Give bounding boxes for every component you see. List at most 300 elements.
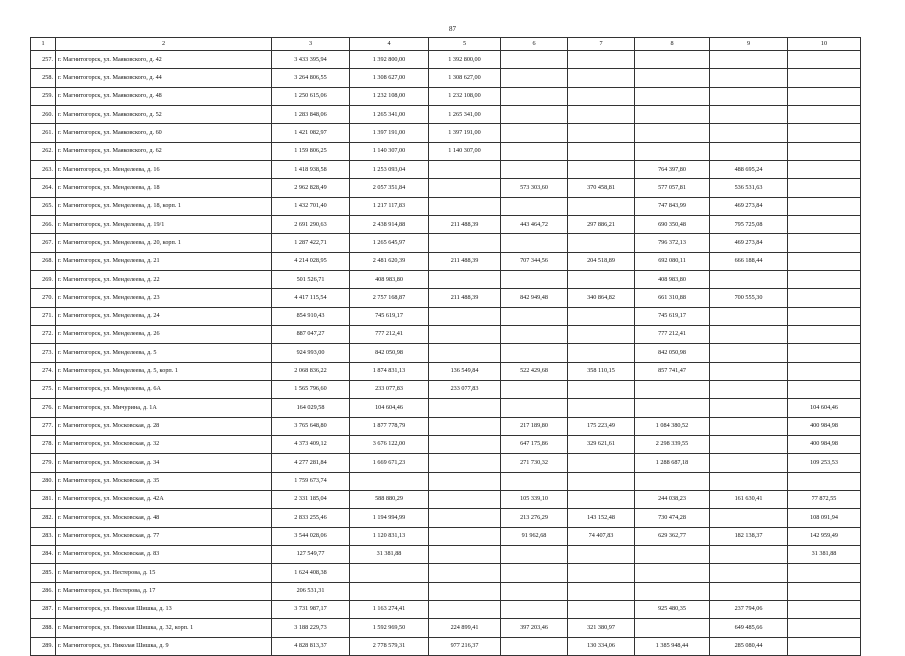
address-cell: г. Магнитогорск, ул. Николая Шишка, д. 9	[56, 637, 272, 655]
amount-cell	[568, 325, 635, 343]
amount-cell	[635, 582, 710, 600]
amount-cell: 2 481 620,39	[350, 252, 429, 270]
amount-cell	[788, 619, 861, 637]
amount-cell: 488 695,24	[710, 160, 788, 178]
amount-cell	[710, 87, 788, 105]
amount-cell	[710, 270, 788, 288]
amount-cell	[501, 51, 568, 69]
table-row	[31, 454, 861, 472]
address-cell: г. Магнитогорск, ул. Менделеева, д. 5	[56, 344, 272, 362]
table-row	[31, 564, 861, 582]
amount-cell	[501, 234, 568, 252]
amount-cell	[429, 160, 501, 178]
amount-cell	[429, 344, 501, 362]
amount-cell	[429, 270, 501, 288]
column-header: 9	[710, 38, 788, 51]
row-number: 275.	[31, 380, 56, 398]
amount-cell: 469 273,84	[710, 234, 788, 252]
address-cell: г. Магнитогорск, ул. Менделеева, д. 5, корп. 1	[56, 362, 272, 380]
table-row	[31, 619, 861, 637]
amount-cell: 1 232 108,00	[350, 87, 429, 105]
address-cell: г. Магнитогорск, ул. Московская, д. 42А	[56, 490, 272, 508]
amount-cell	[710, 582, 788, 600]
address-cell: г. Магнитогорск, ул. Менделеева, д. 26	[56, 325, 272, 343]
address-cell: г. Магнитогорск, ул. Маяковского, д. 48	[56, 87, 272, 105]
table-row	[31, 435, 861, 453]
amount-cell	[568, 105, 635, 123]
row-number: 270.	[31, 289, 56, 307]
amount-cell	[788, 472, 861, 490]
amount-cell	[788, 51, 861, 69]
amount-cell	[501, 582, 568, 600]
amount-cell	[429, 454, 501, 472]
amount-cell: 661 310,88	[635, 289, 710, 307]
column-header: 2	[56, 38, 272, 51]
address-cell: г. Магнитогорск, ул. Нестерова, д. 15	[56, 564, 272, 582]
table-row	[31, 51, 861, 69]
amount-cell	[501, 472, 568, 490]
amount-cell: 1 232 108,00	[429, 87, 501, 105]
amount-cell: 2 757 168,87	[350, 289, 429, 307]
amount-cell: 1 392 800,00	[350, 51, 429, 69]
amount-cell: 745 619,17	[350, 307, 429, 325]
table-row	[31, 270, 861, 288]
address-cell: г. Магнитогорск, ул. Менделеева, д. 24	[56, 307, 272, 325]
row-number: 265.	[31, 197, 56, 215]
amount-cell: 3 433 395,94	[272, 51, 350, 69]
amount-cell	[501, 270, 568, 288]
amount-cell	[350, 582, 429, 600]
address-cell: г. Магнитогорск, ул. Московская, д. 77	[56, 527, 272, 545]
amount-cell: 108 091,94	[788, 509, 861, 527]
amount-cell	[788, 252, 861, 270]
amount-cell: 796 372,13	[635, 234, 710, 252]
amount-cell	[635, 69, 710, 87]
amount-cell: 271 730,32	[501, 454, 568, 472]
amount-cell: 1 140 307,00	[350, 142, 429, 160]
amount-cell: 1 877 778,79	[350, 417, 429, 435]
amount-cell: 443 464,72	[501, 215, 568, 233]
amount-cell: 745 619,17	[635, 307, 710, 325]
amount-cell	[710, 564, 788, 582]
column-header: 1	[31, 38, 56, 51]
amount-cell	[788, 600, 861, 618]
amount-cell: 1 421 082,97	[272, 124, 350, 142]
amount-cell	[788, 325, 861, 343]
amount-cell	[788, 69, 861, 87]
amount-cell: 501 526,71	[272, 270, 350, 288]
amount-cell: 4 277 281,84	[272, 454, 350, 472]
table-row	[31, 87, 861, 105]
table-row	[31, 215, 861, 233]
amount-cell	[710, 307, 788, 325]
amount-cell	[710, 142, 788, 160]
row-number: 269.	[31, 270, 56, 288]
amount-cell: 577 057,81	[635, 179, 710, 197]
address-cell: г. Магнитогорск, ул. Менделеева, д. 18, корп. 1	[56, 197, 272, 215]
column-header: 10	[788, 38, 861, 51]
amount-cell	[635, 619, 710, 637]
amount-cell: 1 159 806,25	[272, 142, 350, 160]
amount-cell: 143 152,48	[568, 509, 635, 527]
amount-cell	[788, 270, 861, 288]
row-number: 286.	[31, 582, 56, 600]
amount-cell: 211 488,39	[429, 289, 501, 307]
row-number: 277.	[31, 417, 56, 435]
row-number: 258.	[31, 69, 56, 87]
table-row	[31, 289, 861, 307]
amount-cell	[710, 362, 788, 380]
amount-cell	[635, 124, 710, 142]
amount-cell	[788, 307, 861, 325]
amount-cell: 164 029,58	[272, 399, 350, 417]
amount-cell: 4 417 115,54	[272, 289, 350, 307]
amount-cell: 2 057 351,84	[350, 179, 429, 197]
amount-cell	[788, 582, 861, 600]
row-number: 262.	[31, 142, 56, 160]
amount-cell	[429, 582, 501, 600]
address-cell: г. Магнитогорск, ул. Менделеева, д. 19/1	[56, 215, 272, 233]
amount-cell	[788, 215, 861, 233]
address-cell: г. Магнитогорск, ул. Московская, д. 34	[56, 454, 272, 472]
amount-cell	[568, 307, 635, 325]
amount-cell: 204 518,89	[568, 252, 635, 270]
table-row	[31, 582, 861, 600]
amount-cell	[501, 105, 568, 123]
amount-cell: 1 418 938,58	[272, 160, 350, 178]
amount-cell: 1 163 274,41	[350, 600, 429, 618]
amount-cell	[710, 417, 788, 435]
amount-cell	[429, 325, 501, 343]
amount-cell	[501, 344, 568, 362]
row-number: 268.	[31, 252, 56, 270]
amount-cell	[429, 197, 501, 215]
amount-cell: 2 438 914,88	[350, 215, 429, 233]
amount-cell: 777 212,41	[635, 325, 710, 343]
amount-cell	[568, 545, 635, 563]
amount-cell: 1 759 673,74	[272, 472, 350, 490]
amount-cell: 1 392 800,00	[429, 51, 501, 69]
row-number: 279.	[31, 454, 56, 472]
amount-cell	[788, 87, 861, 105]
amount-cell	[429, 527, 501, 545]
amount-cell	[429, 472, 501, 490]
amount-cell: 1 385 948,44	[635, 637, 710, 655]
amount-cell: 3 765 648,80	[272, 417, 350, 435]
amount-cell: 977 216,37	[429, 637, 501, 655]
row-number: 273.	[31, 344, 56, 362]
amount-cell	[635, 105, 710, 123]
row-number: 285.	[31, 564, 56, 582]
table-row	[31, 252, 861, 270]
amount-cell: 707 344,56	[501, 252, 568, 270]
amount-cell: 370 458,81	[568, 179, 635, 197]
amount-cell: 3 544 028,06	[272, 527, 350, 545]
amount-cell	[568, 197, 635, 215]
table-row	[31, 344, 861, 362]
amount-cell: 127 549,77	[272, 545, 350, 563]
amount-cell	[788, 380, 861, 398]
row-number: 271.	[31, 307, 56, 325]
amount-cell: 31 381,88	[350, 545, 429, 563]
amount-cell	[788, 289, 861, 307]
amount-cell: 764 397,80	[635, 160, 710, 178]
amount-cell	[635, 564, 710, 582]
amount-cell: 1 287 422,71	[272, 234, 350, 252]
amount-cell	[710, 399, 788, 417]
column-header: 3	[272, 38, 350, 51]
amount-cell	[788, 362, 861, 380]
amount-cell: 408 983,80	[635, 270, 710, 288]
table-row	[31, 399, 861, 417]
amount-cell: 854 910,43	[272, 307, 350, 325]
amount-cell: 3 264 806,55	[272, 69, 350, 87]
page-number: 87	[449, 25, 456, 33]
amount-cell: 2 331 185,04	[272, 490, 350, 508]
amount-cell	[788, 105, 861, 123]
amount-cell: 74 407,83	[568, 527, 635, 545]
amount-cell	[710, 124, 788, 142]
amount-cell: 4 373 409,12	[272, 435, 350, 453]
amount-cell: 31 381,88	[788, 545, 861, 563]
amount-cell	[710, 325, 788, 343]
table-row	[31, 69, 861, 87]
amount-cell	[429, 179, 501, 197]
row-number: 289.	[31, 637, 56, 655]
amount-cell: 136 549,84	[429, 362, 501, 380]
amount-cell	[710, 380, 788, 398]
row-number: 274.	[31, 362, 56, 380]
address-cell: г. Магнитогорск, ул. Николая Шишка, д. 32, корп. 1	[56, 619, 272, 637]
amount-cell	[568, 399, 635, 417]
amount-cell: 1 265 341,00	[429, 105, 501, 123]
amount-cell: 4 828 813,37	[272, 637, 350, 655]
amount-cell: 2 778 579,31	[350, 637, 429, 655]
amount-cell: 469 273,84	[710, 197, 788, 215]
amount-cell	[635, 142, 710, 160]
amount-cell: 522 429,68	[501, 362, 568, 380]
amount-cell: 730 474,28	[635, 509, 710, 527]
address-cell: г. Магнитогорск, ул. Мичурина, д. 1А	[56, 399, 272, 417]
amount-cell	[501, 69, 568, 87]
row-number: 259.	[31, 87, 56, 105]
amount-cell: 408 983,80	[350, 270, 429, 288]
address-cell: г. Магнитогорск, ул. Маяковского, д. 62	[56, 142, 272, 160]
amount-cell: 1 194 994,99	[350, 509, 429, 527]
amount-cell: 244 038,23	[635, 490, 710, 508]
row-number: 276.	[31, 399, 56, 417]
table-row	[31, 527, 861, 545]
amount-cell	[710, 105, 788, 123]
amount-cell: 285 080,44	[710, 637, 788, 655]
address-cell: г. Магнитогорск, ул. Менделеева, д. 6А	[56, 380, 272, 398]
amount-cell: 91 962,68	[501, 527, 568, 545]
amount-cell	[501, 307, 568, 325]
amount-cell	[501, 380, 568, 398]
amount-cell: 692 080,11	[635, 252, 710, 270]
amount-cell: 1 265 341,00	[350, 105, 429, 123]
amount-cell	[429, 600, 501, 618]
amount-cell: 1 140 307,00	[429, 142, 501, 160]
row-number: 257.	[31, 51, 56, 69]
amount-cell	[429, 509, 501, 527]
amount-cell	[710, 509, 788, 527]
amount-cell	[568, 160, 635, 178]
amount-cell	[710, 344, 788, 362]
amount-cell	[788, 142, 861, 160]
amount-cell	[501, 399, 568, 417]
amount-cell: 842 050,98	[350, 344, 429, 362]
amount-cell: 1 565 796,60	[272, 380, 350, 398]
amount-cell	[635, 87, 710, 105]
column-header: 5	[429, 38, 501, 51]
amount-cell: 747 843,99	[635, 197, 710, 215]
table-row	[31, 417, 861, 435]
amount-cell: 690 350,48	[635, 215, 710, 233]
amount-cell: 104 604,46	[788, 399, 861, 417]
row-number: 266.	[31, 215, 56, 233]
column-header: 6	[501, 38, 568, 51]
amount-cell	[568, 234, 635, 252]
amount-cell	[568, 344, 635, 362]
amount-cell	[635, 472, 710, 490]
amount-cell: 340 864,82	[568, 289, 635, 307]
amount-cell: 647 175,86	[501, 435, 568, 453]
amount-cell	[788, 234, 861, 252]
amount-cell	[635, 399, 710, 417]
amount-cell	[429, 435, 501, 453]
amount-cell: 400 984,98	[788, 417, 861, 435]
amount-cell	[568, 270, 635, 288]
amount-cell: 1 397 191,00	[350, 124, 429, 142]
amount-cell	[788, 179, 861, 197]
amount-cell	[568, 380, 635, 398]
address-cell: г. Магнитогорск, ул. Московская, д. 48	[56, 509, 272, 527]
address-cell: г. Магнитогорск, ул. Маяковского, д. 44	[56, 69, 272, 87]
amount-cell: 1 120 831,13	[350, 527, 429, 545]
amount-cell: 857 741,47	[635, 362, 710, 380]
amount-cell: 842 050,98	[635, 344, 710, 362]
amount-cell	[429, 417, 501, 435]
table-row	[31, 472, 861, 490]
table-row	[31, 160, 861, 178]
amount-cell: 213 276,29	[501, 509, 568, 527]
amount-cell	[350, 472, 429, 490]
table-row	[31, 197, 861, 215]
amount-cell: 700 555,30	[710, 289, 788, 307]
amount-cell	[788, 160, 861, 178]
row-number: 260.	[31, 105, 56, 123]
amount-cell: 109 253,53	[788, 454, 861, 472]
amount-cell	[501, 197, 568, 215]
address-cell: г. Магнитогорск, ул. Менделеева, д. 18	[56, 179, 272, 197]
amount-cell: 400 984,98	[788, 435, 861, 453]
amount-cell	[568, 69, 635, 87]
address-cell: г. Магнитогорск, ул. Маяковского, д. 52	[56, 105, 272, 123]
amount-cell: 358 110,15	[568, 362, 635, 380]
amount-cell	[501, 325, 568, 343]
amount-cell: 1 592 969,50	[350, 619, 429, 637]
amount-cell: 182 138,37	[710, 527, 788, 545]
address-cell: г. Магнитогорск, ул. Маяковского, д. 60	[56, 124, 272, 142]
amount-cell: 1 265 645,97	[350, 234, 429, 252]
amount-cell: 175 223,49	[568, 417, 635, 435]
address-cell: г. Магнитогорск, ул. Менделеева, д. 22	[56, 270, 272, 288]
row-number: 272.	[31, 325, 56, 343]
row-number: 281.	[31, 490, 56, 508]
amount-cell	[710, 69, 788, 87]
amount-cell: 649 485,66	[710, 619, 788, 637]
amount-cell: 142 959,49	[788, 527, 861, 545]
amount-cell	[501, 600, 568, 618]
amount-cell	[429, 234, 501, 252]
amount-cell	[568, 51, 635, 69]
table-row	[31, 142, 861, 160]
amount-cell: 925 480,35	[635, 600, 710, 618]
amount-cell: 104 604,46	[350, 399, 429, 417]
amount-cell: 1 397 191,00	[429, 124, 501, 142]
amount-cell	[635, 380, 710, 398]
amount-cell: 3 188 229,73	[272, 619, 350, 637]
amount-cell: 211 488,39	[429, 215, 501, 233]
row-number: 282.	[31, 509, 56, 527]
address-cell: г. Магнитогорск, ул. Московская, д. 35	[56, 472, 272, 490]
amount-cell: 588 880,29	[350, 490, 429, 508]
amount-cell: 1 250 615,06	[272, 87, 350, 105]
row-number: 267.	[31, 234, 56, 252]
amount-cell: 233 077,83	[429, 380, 501, 398]
table-row	[31, 380, 861, 398]
table-row	[31, 490, 861, 508]
amount-cell: 1 283 848,06	[272, 105, 350, 123]
column-header: 4	[350, 38, 429, 51]
amount-cell	[429, 564, 501, 582]
amount-cell: 224 899,41	[429, 619, 501, 637]
amount-cell	[429, 307, 501, 325]
table-row	[31, 600, 861, 618]
amount-cell: 105 339,10	[501, 490, 568, 508]
amount-cell: 77 872,55	[788, 490, 861, 508]
amount-cell	[568, 600, 635, 618]
address-cell: г. Магнитогорск, ул. Нестерова, д. 17	[56, 582, 272, 600]
amount-cell: 2 691 290,63	[272, 215, 350, 233]
header-row	[31, 38, 861, 51]
address-cell: г. Магнитогорск, ул. Николая Шишка, д. 13	[56, 600, 272, 618]
amount-cell	[710, 454, 788, 472]
address-cell: г. Магнитогорск, ул. Московская, д. 83	[56, 545, 272, 563]
amount-cell: 1 308 627,00	[350, 69, 429, 87]
amount-cell	[501, 142, 568, 160]
row-number: 263.	[31, 160, 56, 178]
amount-cell: 2 833 255,46	[272, 509, 350, 527]
column-header: 8	[635, 38, 710, 51]
amount-cell: 666 188,44	[710, 252, 788, 270]
amount-cell: 233 077,83	[350, 380, 429, 398]
amount-cell: 777 212,41	[350, 325, 429, 343]
amount-cell	[501, 124, 568, 142]
amount-cell	[788, 344, 861, 362]
address-cell: г. Магнитогорск, ул. Маяковского, д. 42	[56, 51, 272, 69]
table-row	[31, 234, 861, 252]
row-number: 284.	[31, 545, 56, 563]
amount-cell	[568, 124, 635, 142]
row-number: 278.	[31, 435, 56, 453]
table-row	[31, 509, 861, 527]
amount-cell	[788, 124, 861, 142]
amount-cell: 1 432 701,40	[272, 197, 350, 215]
amount-cell: 924 993,00	[272, 344, 350, 362]
amount-cell: 130 334,06	[568, 637, 635, 655]
